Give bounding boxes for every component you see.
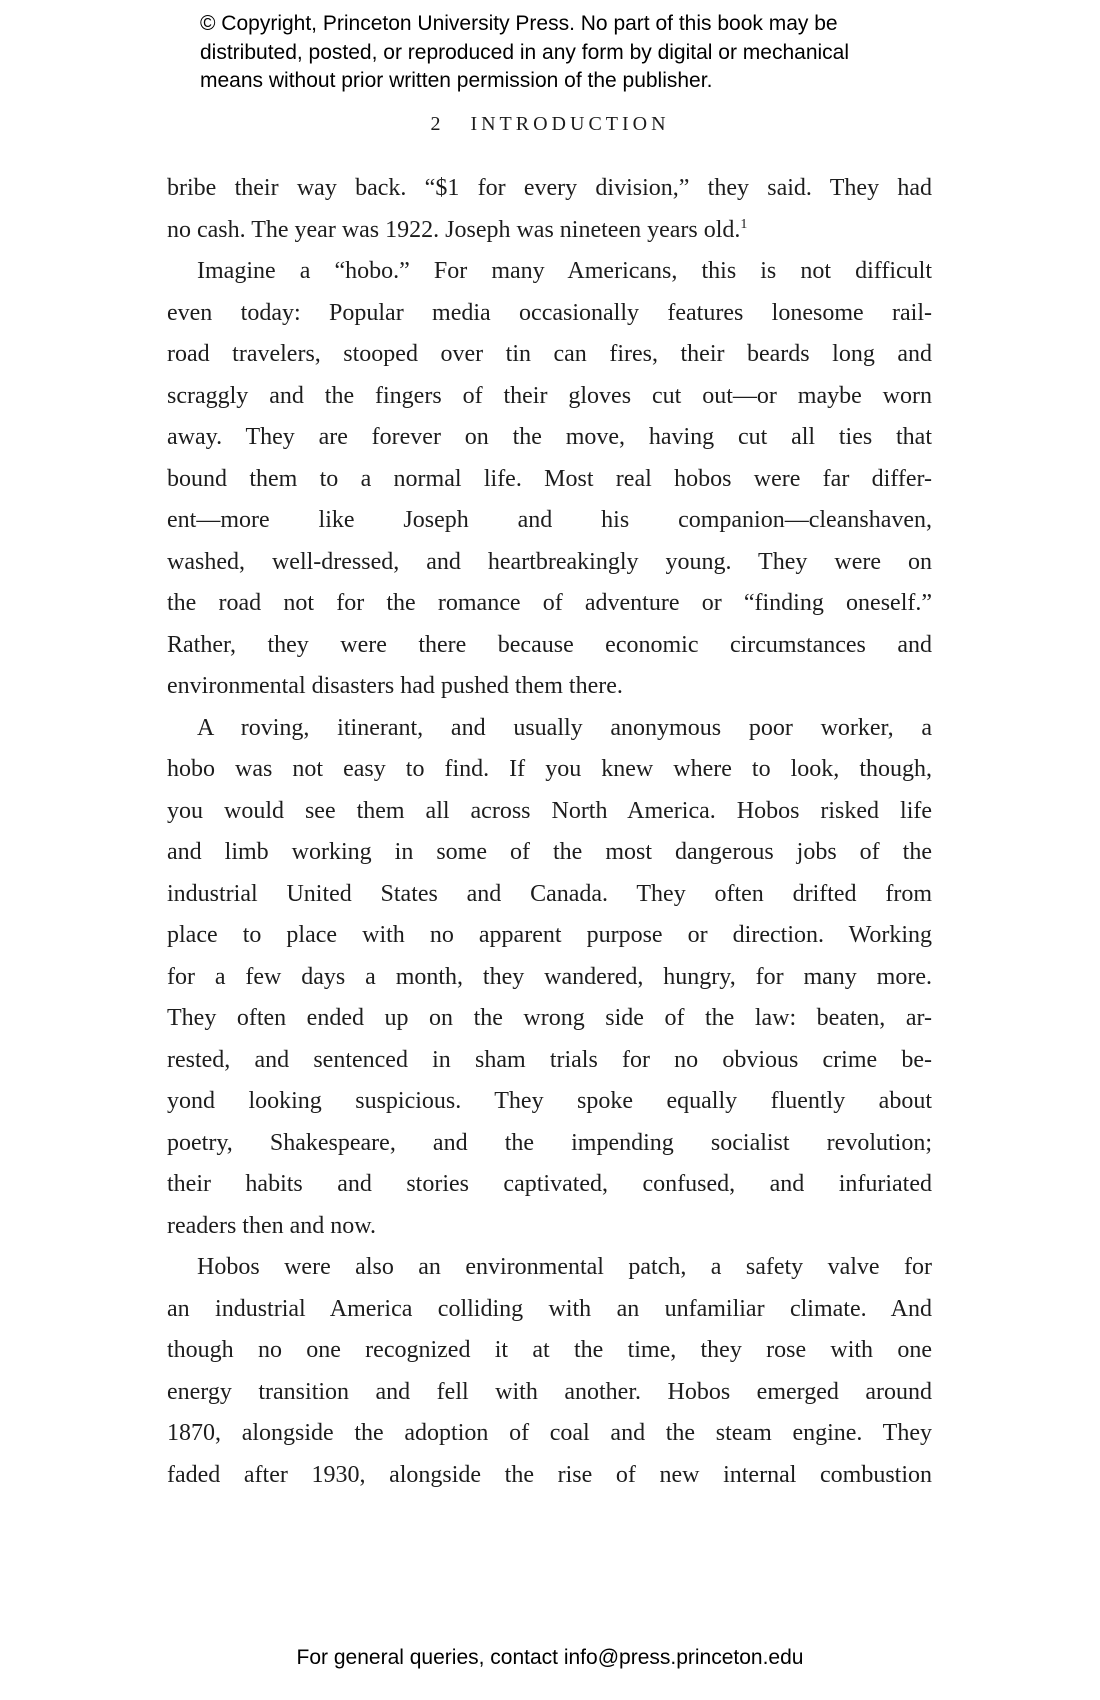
body-line: you would see them all across North America. Hobos risked life [167, 797, 932, 824]
footer-contact-line: For general queries, contact info@press.princeton.edu [296, 1646, 804, 1669]
body-line: poetry, Shakespeare, and the impending socialist revolution; [167, 1129, 932, 1156]
body-line: energy transition and fell with another. Hobos emerged around [167, 1378, 932, 1405]
body-line: Rather, they were there because economic circumstances and [167, 631, 932, 658]
body-line: the road not for the romance of adventure or “finding oneself.” [167, 590, 932, 616]
body-line: road travelers, stooped over tin can fires, their beards long and [167, 341, 932, 367]
body-line: away. They are forever on the move, having cut all ties that [167, 424, 932, 450]
body-line: though no one recognized it at the time, they rose with one [167, 1337, 932, 1363]
body-line: their habits and stories captivated, confused, and infuriated [167, 1171, 932, 1197]
copyright-line: distributed, posted, or reproduced in any form by digital or mechanical [200, 40, 850, 64]
body-line: They often ended up on the wrong side of the law: beaten, ar- [167, 1005, 932, 1031]
body-line: industrial United States and Canada. They often drifted from [167, 880, 932, 907]
body-line: faded after 1930, alongside the rise of new internal combustion [167, 1461, 932, 1488]
body-line: environmental disasters had pushed them there. [167, 673, 623, 699]
running-header [0, 113, 1100, 136]
body-line-text: no cash. The year was 1922. Joseph was nineteen years old. [167, 216, 741, 243]
copyright-line: © Copyright, Princeton University Press. No part of this book may be [200, 12, 838, 35]
body-line: for a few days a month, they wandered, hungry, for many more. [167, 963, 932, 990]
body-line: washed, well-dressed, and heartbreakingly young. They were on [167, 548, 932, 575]
body-line [167, 210, 932, 252]
body-line: A roving, itinerant, and usually anonymous poor worker, a [197, 714, 932, 741]
body-line: bound them to a normal life. Most real hobos were far differ- [167, 465, 932, 492]
copyright-line: means without prior written permission of the publisher. [200, 69, 713, 92]
body-line: and limb working in some of the most dangerous jobs of the [167, 839, 932, 865]
body-line: scraggly and the fingers of their gloves cut out—or maybe worn [167, 382, 932, 409]
body-line: an industrial America colliding with an unfamiliar climate. And [167, 1295, 932, 1322]
chapter-title: INTRODUCTION [470, 113, 670, 135]
body-line: yond looking suspicious. They spoke equally fluently about [167, 1088, 932, 1114]
body-line: Hobos were also an environmental patch, a safety valve for [197, 1254, 932, 1280]
page-number: 2 [430, 113, 445, 135]
body-line: bribe their way back. “$1 for every division,” they said. They had [167, 175, 932, 201]
body-line: even today: Popular media occasionally features lonesome rail- [167, 299, 932, 326]
footnote-marker: 1 [740, 216, 748, 232]
body-line: 1870, alongside the adoption of coal and the steam engine. They [167, 1420, 932, 1446]
body-line: Imagine a “hobo.” For many Americans, this is not difficult [197, 258, 932, 284]
body-line: rested, and sentenced in sham trials for no obvious crime be- [167, 1046, 932, 1073]
copyright-notice [200, 10, 849, 96]
body-line: readers then and now. [167, 1212, 377, 1239]
body-line: hobo was not easy to find. If you knew where to look, though, [167, 756, 932, 782]
body-line: ent—more like Joseph and his companion—cleanshaven, [167, 507, 932, 533]
body-line: place to place with no apparent purpose or direction. Working [167, 922, 932, 948]
body-text [167, 168, 932, 1496]
